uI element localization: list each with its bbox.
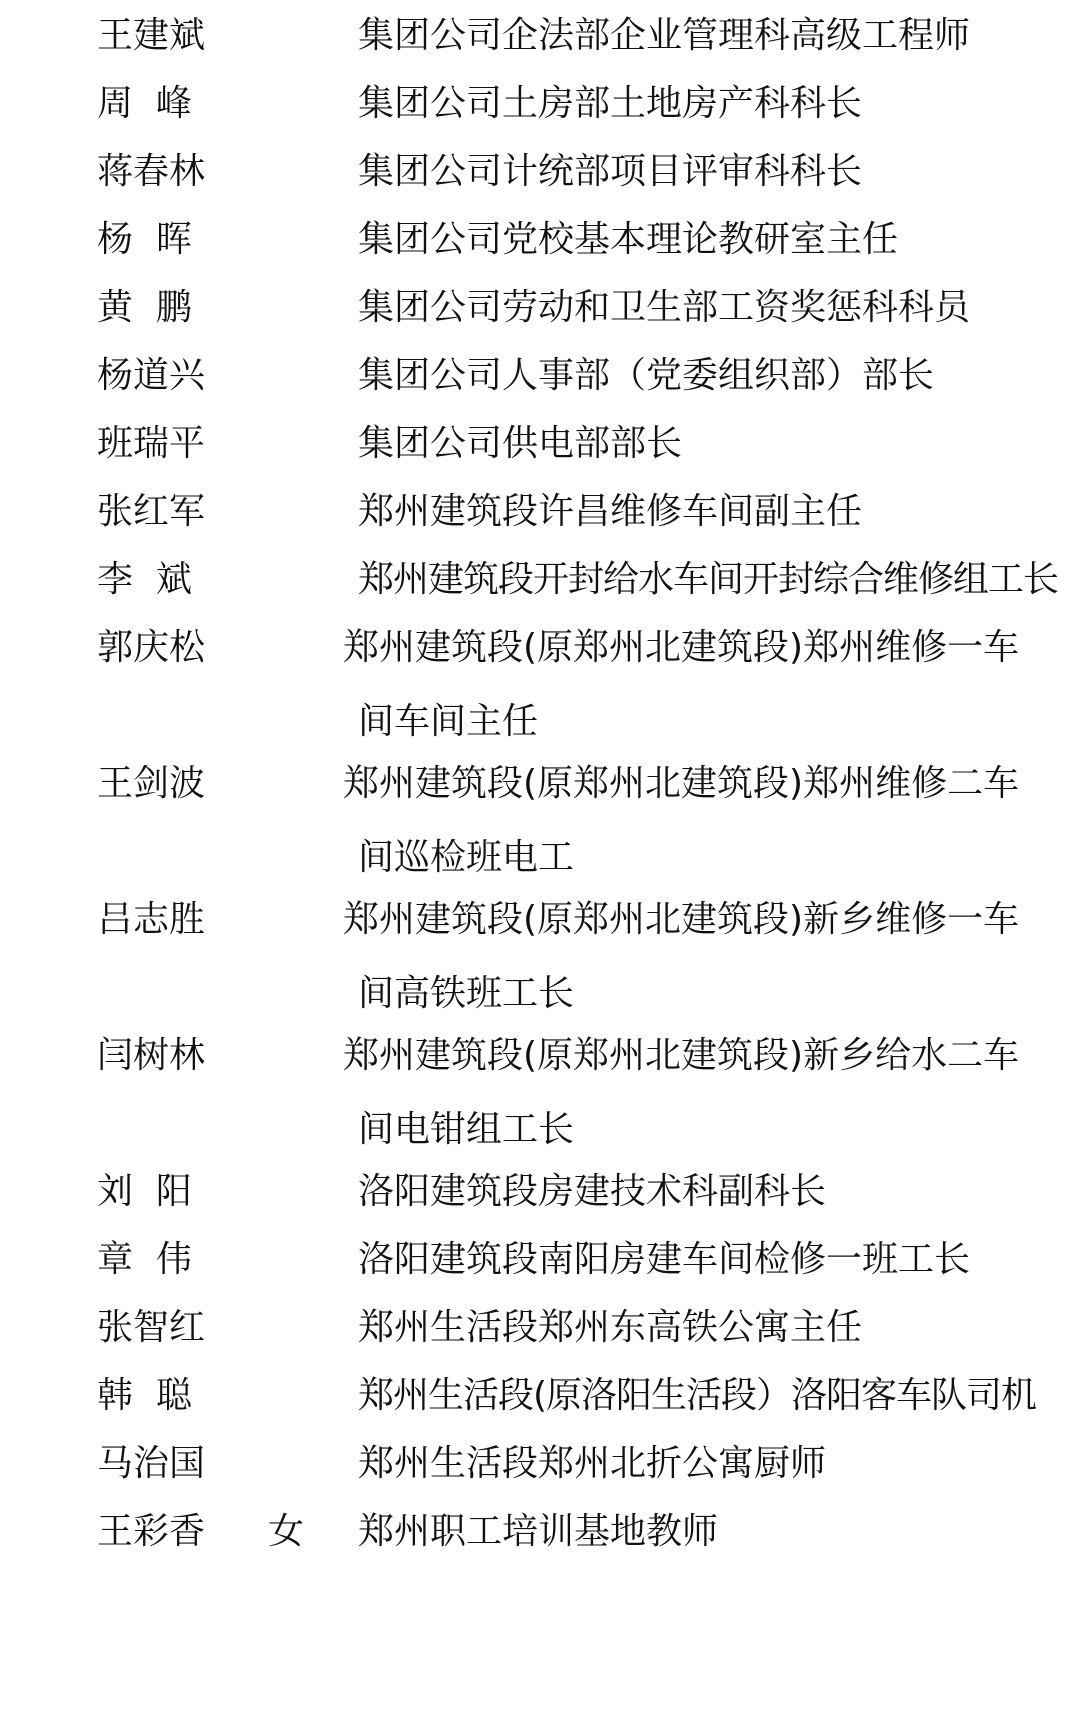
person-title: 集团公司党校基本理论教研室主任 xyxy=(358,219,899,260)
person-title xyxy=(343,747,1043,895)
person-name: 郭庆松 xyxy=(97,627,206,668)
list-item xyxy=(0,1164,1080,1234)
person-name: 王剑波 xyxy=(97,763,206,804)
person-title: 集团公司计统部项目评审科科长 xyxy=(358,151,863,192)
list-item xyxy=(0,1232,1080,1302)
person-title: 郑州建筑段开封给水车间开封综合维修组工长 xyxy=(358,559,1059,600)
person-title xyxy=(343,1019,1043,1167)
person-title: 集团公司土房部土地房产科科长 xyxy=(358,83,863,124)
person-name: 杨道兴 xyxy=(97,355,206,396)
person-title: 集团公司劳动和卫生部工资奖惩科科员 xyxy=(358,287,971,328)
list-item xyxy=(0,1300,1080,1370)
person-name: 杨 晖 xyxy=(97,219,192,260)
person-title: 郑州职工培训基地教师 xyxy=(358,1511,719,1552)
person-title: 集团公司供电部部长 xyxy=(358,423,683,464)
person-name: 黄 鹏 xyxy=(97,287,192,328)
list-item xyxy=(0,620,1080,760)
list-item xyxy=(0,144,1080,214)
person-title: 郑州生活段(原洛阳生活段）洛阳客车队司机 xyxy=(358,1375,1037,1416)
person-title-line: 间高铁班工长 xyxy=(358,973,575,1014)
person-title-line: 郑州建筑段(原郑州北建筑段)新乡给水二车 xyxy=(343,1035,1020,1076)
person-name: 周 峰 xyxy=(97,83,192,124)
person-name: 闫树林 xyxy=(97,1035,206,1076)
list-item xyxy=(0,484,1080,554)
list-item xyxy=(0,280,1080,350)
person-name: 章 伟 xyxy=(97,1239,192,1280)
person-title: 洛阳建筑段南阳房建车间检修一班工长 xyxy=(358,1239,971,1280)
person-title-line: 间巡检班电工 xyxy=(358,837,575,878)
person-name: 刘 阳 xyxy=(97,1171,192,1212)
person-title-line: 间电钳组工长 xyxy=(358,1109,575,1150)
person-title: 集团公司人事部（党委组织部）部长 xyxy=(358,355,935,396)
person-title: 郑州生活段郑州东高铁公寓主任 xyxy=(358,1307,863,1348)
list-item xyxy=(0,212,1080,282)
person-title-line: 郑州建筑段(原郑州北建筑段)郑州维修二车 xyxy=(343,763,1020,804)
person-name: 吕志胜 xyxy=(97,899,206,940)
person-name: 韩 聪 xyxy=(97,1375,192,1416)
person-gender: 女 xyxy=(268,1511,305,1552)
list-item xyxy=(0,756,1080,896)
person-title-line: 间车间主任 xyxy=(358,701,539,742)
person-name: 班瑞平 xyxy=(97,423,206,464)
list-item xyxy=(0,1368,1080,1438)
person-title: 郑州生活段郑州北折公寓厨师 xyxy=(358,1443,827,1484)
person-name: 李 斌 xyxy=(97,559,192,600)
person-name: 王建斌 xyxy=(97,15,206,56)
person-name: 蒋春林 xyxy=(97,151,206,192)
list-item xyxy=(0,76,1080,146)
person-name: 王彩香 xyxy=(97,1511,206,1552)
list-item xyxy=(0,1504,1080,1574)
list-item xyxy=(0,1028,1080,1168)
person-title: 集团公司企法部企业管理科高级工程师 xyxy=(358,15,971,56)
person-name: 马治国 xyxy=(97,1443,206,1484)
person-title-line: 郑州建筑段(原郑州北建筑段)郑州维修一车 xyxy=(343,627,1020,668)
person-title xyxy=(343,611,1043,759)
list-item xyxy=(0,348,1080,418)
person-title xyxy=(343,883,1043,1031)
person-name: 张红军 xyxy=(97,491,206,532)
person-title: 洛阳建筑段房建技术科副科长 xyxy=(358,1171,827,1212)
person-title: 郑州建筑段许昌维修车间副主任 xyxy=(358,491,863,532)
person-name: 张智红 xyxy=(97,1307,206,1348)
person-title-line: 郑州建筑段(原郑州北建筑段)新乡维修一车 xyxy=(343,899,1020,940)
list-item xyxy=(0,8,1080,78)
list-item xyxy=(0,892,1080,1032)
list-item xyxy=(0,416,1080,486)
list-item xyxy=(0,1436,1080,1506)
